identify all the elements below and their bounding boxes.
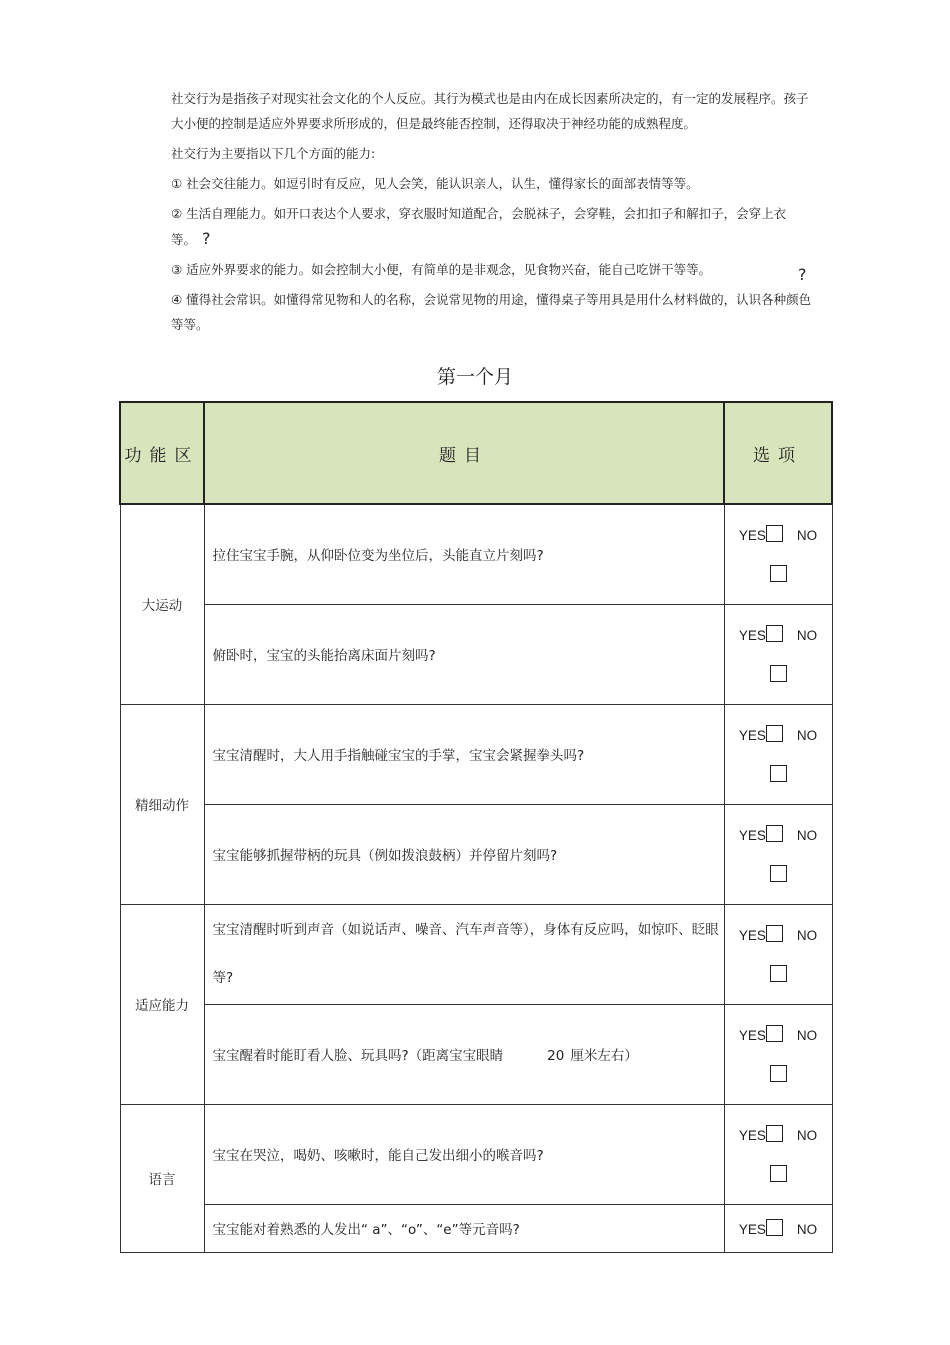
- no-label: NO: [796, 628, 818, 643]
- intro-paragraph-1: 社交行为是指孩子对现实社会文化的个人反应。其行为模式也是由内在成长因素所决定的，有一定的发展程序。孩子大小便的控制是适应外界要求所形成的，但是最终能否控制，还得取决于神经功能的成熟程度。: [171, 91, 809, 131]
- intro-paragraph-2: 社交行为主要指以下几个方面的能力:: [171, 146, 376, 161]
- table-row: [120, 904, 832, 1004]
- table-row: [120, 604, 832, 704]
- table-row: [120, 1204, 832, 1252]
- table-row: [120, 704, 832, 804]
- question-mark-right: ?: [798, 265, 807, 284]
- header-question: 题目: [204, 402, 724, 504]
- yes-label: YES: [738, 528, 766, 544]
- header-option: 选项: [724, 402, 832, 504]
- question-cell: 宝宝能够抓握带柄的玩具（例如拨浪鼓柄）并停留片刻吗?: [204, 804, 724, 904]
- distance-value: 20: [547, 1048, 565, 1064]
- question-cell: 宝宝能对着熟悉的人发出“ a”、“o”、“e”等元音吗?: [204, 1204, 724, 1252]
- yes-label: YES: [738, 1028, 766, 1043]
- yes-label: YES: [738, 728, 766, 743]
- question-cell: 宝宝醒着时能盯看人脸、玩具吗?（距离宝宝眼睛 20 厘米左右）: [204, 1004, 724, 1104]
- option-cell: [724, 504, 832, 604]
- question-mark: ?: [202, 229, 211, 248]
- intro-item-4: ④ 懂得社会常识。如懂得常见物和人的名称，会说常见物的用途，懂得桌子等用具是用什么材料做的，认识各种颜色等等。: [171, 292, 812, 332]
- table-header-row: [120, 402, 832, 504]
- area-language: 语言: [120, 1104, 204, 1252]
- question-cell: 宝宝在哭泣，喝奶、咳嗽时，能自己发出细小的喉音吗?: [204, 1104, 724, 1204]
- option-cell: [724, 604, 832, 704]
- option-cell: [724, 1004, 832, 1104]
- page-title: 第一个月: [436, 366, 513, 388]
- yes-label: YES: [738, 1222, 766, 1237]
- no-label: NO: [796, 1028, 818, 1043]
- no-label: NO: [796, 928, 818, 943]
- no-checkbox[interactable]: [770, 1165, 787, 1182]
- option-cell: [724, 704, 832, 804]
- table-row: [120, 504, 832, 604]
- yes-checkbox[interactable]: [766, 1219, 783, 1236]
- question-cell: 俯卧时，宝宝的头能抬离床面片刻吗?: [204, 604, 724, 704]
- option-cell: [724, 904, 832, 1004]
- no-checkbox[interactable]: [770, 565, 787, 582]
- option-cell: [724, 1104, 832, 1204]
- assessment-table: [119, 401, 833, 1253]
- no-checkbox[interactable]: [770, 765, 787, 782]
- area-adaptive: 适应能力: [120, 904, 204, 1104]
- table-row: [120, 1004, 832, 1104]
- option-cell: [724, 1204, 832, 1252]
- area-gross-motor: 大运动: [120, 504, 204, 704]
- yes-label: YES: [738, 1128, 766, 1143]
- table-row: [120, 1104, 832, 1204]
- yes-checkbox[interactable]: [766, 825, 783, 842]
- no-checkbox[interactable]: [770, 965, 787, 982]
- yes-checkbox[interactable]: [766, 1025, 783, 1042]
- option-cell: [724, 804, 832, 904]
- yes-label: YES: [738, 928, 766, 943]
- no-label: NO: [796, 728, 818, 743]
- distance-unit: 厘米左右）: [570, 1048, 638, 1064]
- question-cell: 拉住宝宝手腕，从仰卧位变为坐位后，头能直立片刻吗?: [204, 504, 724, 604]
- question-cell: 宝宝清醒时，大人用手指触碰宝宝的手掌，宝宝会紧握拳头吗?: [204, 704, 724, 804]
- yes-checkbox[interactable]: [766, 925, 783, 942]
- no-label: NO: [796, 1128, 818, 1143]
- no-checkbox[interactable]: [770, 865, 787, 882]
- yes-checkbox[interactable]: [766, 625, 783, 642]
- no-label: NO: [796, 528, 818, 544]
- yes-checkbox[interactable]: [766, 1125, 783, 1142]
- table-row: [120, 804, 832, 904]
- yes-checkbox[interactable]: [766, 725, 783, 742]
- intro-item-2: ② 生活自理能力。如开口表达个人要求，穿衣服时知道配合，会脱袜子，会穿鞋，会扣扣子和解扣子，会穿上衣等。 ?: [171, 206, 787, 248]
- header-area: 功能区: [120, 402, 204, 504]
- no-checkbox[interactable]: [770, 665, 787, 682]
- no-checkbox[interactable]: [770, 1065, 787, 1082]
- intro-item-1: ① 社会交往能力。如逗引时有反应，见人会笑，能认识亲人，认生，懂得家长的面部表情等等。: [171, 176, 699, 191]
- area-fine-motor: 精细动作: [120, 704, 204, 904]
- yes-checkbox[interactable]: [766, 525, 783, 542]
- no-label: NO: [796, 1222, 818, 1237]
- question-cell: 宝宝清醒时听到声音（如说话声、噪音、汽车声音等），身体有反应吗，如惊吓、眨眼等?: [204, 904, 724, 1004]
- intro-item-3: ③ 适应外界要求的能力。如会控制大小便，有简单的是非观念，见食物兴奋，能自己吃饼干等等。: [171, 262, 712, 277]
- intro-text: [133, 86, 813, 342]
- yes-label: YES: [738, 628, 766, 643]
- no-label: NO: [796, 828, 818, 843]
- yes-label: YES: [738, 828, 766, 843]
